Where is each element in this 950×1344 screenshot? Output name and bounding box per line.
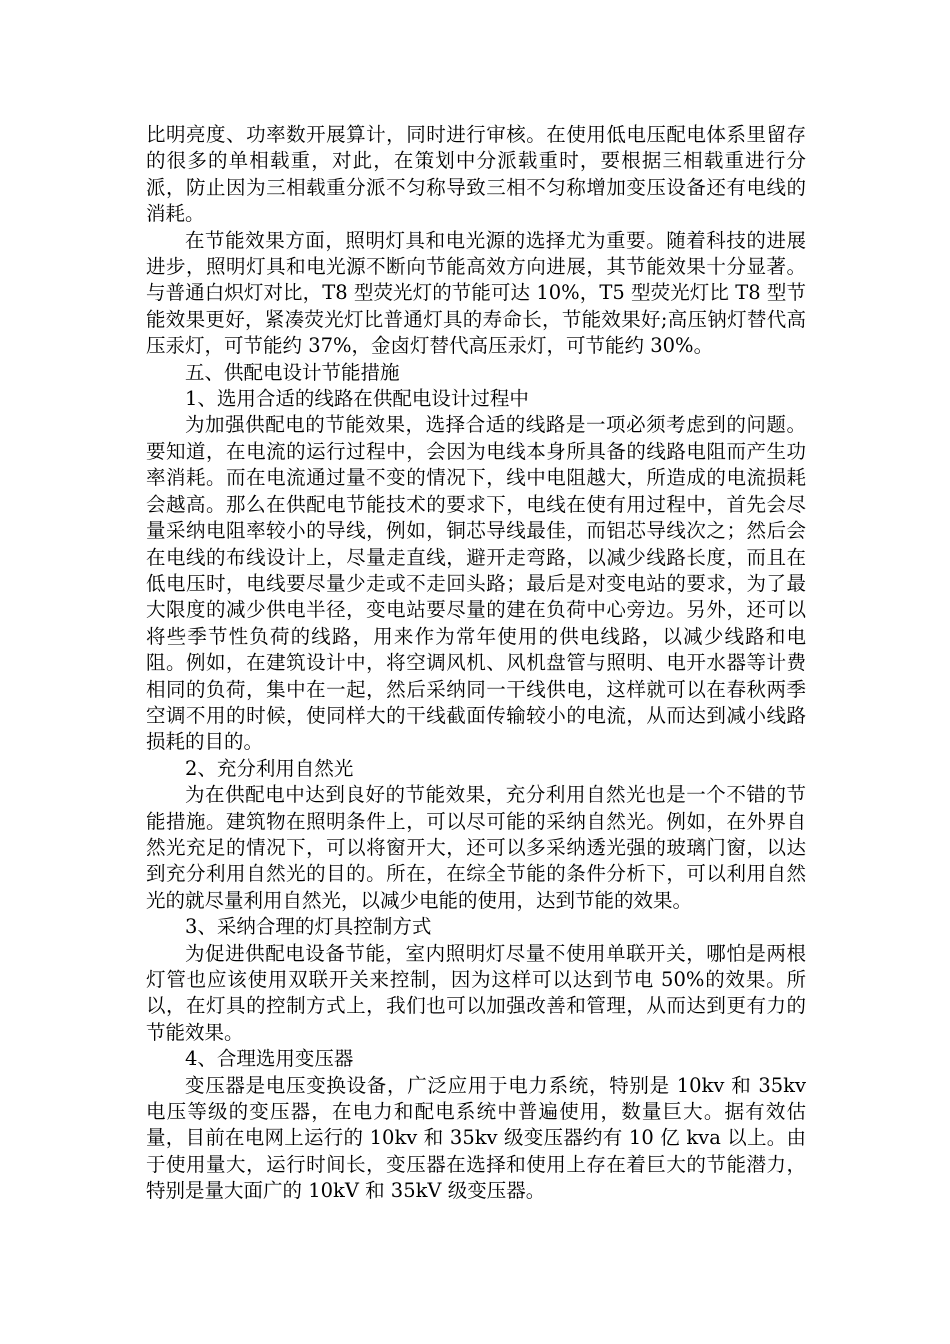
subsection-heading: 2、充分利用自然光 [185, 756, 354, 780]
paragraph: 为在供配电中达到良好的节能效果，充分利用自然光也是一个不错的节能措施。建筑物在照明条件上，可以尽可能的采纳自然光。例如，在外界自然光充足的情况下，可以将窗开大，还可以多采纳透光强的玻璃门窗，以达到充分利用自然光的目的。所在，在综全节能的条件分析下，可以利用自然光的就尽量利用自然光，以减少电能的使用，达到节能的效果。 [146, 783, 806, 912]
subsection-heading: 4、合理选用变压器 [185, 1047, 354, 1071]
document-body [146, 122, 806, 1205]
subsection-heading: 1、选用合适的线路在供配电设计过程中 [185, 387, 529, 411]
paragraph: 为加强供配电的节能效果，选择合适的线路是一项必须考虑到的问题。要知道，在电流的运行过程中，会因为电线本身所具备的线路电阻而产生功率消耗。而在电流通过量不变的情况下，线中电阻越大，所造成的电流损耗会越高。那么在供配电节能技术的要求下，电线在使有用过程中，首先会尽量采纳电阻率较小的导线，例如，铜芯导线最佳，而铝芯导线次之；然后会在电线的布线设计上，尽量走直线，避开走弯路，以减少线路长度，而且在低电压时，电线要尽量少走或不走回头路；最后是对变电站的要求，为了最大限度的减少供电半径，变电站要尽量的建在负荷中心旁边。另外，还可以将些季节性负荷的线路，用来作为常年使用的供电线路，以减少线路和电阻。例如，在建筑设计中，将空调风机、风机盘管与照明、电开水器等计费相同的负荷，集中在一起，然后采纳同一干线供电，这样就可以在春秋两季空调不用的时候，使同样大的干线截面传输较小的电流，从而达到减小线路损耗的目的。 [146, 413, 806, 754]
paragraph: 比明亮度、功率数开展算计，同时进行审核。在使用低电压配电体系里留存的很多的单相载重，对此，在策划中分派载重时，要根据三相载重进行分派，防止因为三相载重分派不匀称导致三相不匀称增加变压设备还有电线的消耗。 [146, 123, 806, 226]
paragraph: 在节能效果方面，照明灯具和电光源的选择尤为重要。随着科技的进展进步，照明灯具和电光源不断向节能高效方向进展，其节能效果十分显著。与普通白炽灯对比，T8 型荧光灯的节能可达 10%，T5 型荧光灯比 T8 型节能效果更好，紧凑荧光灯比普通灯具的寿命长，节能效果好;高压钠灯替代高压汞灯，可节能约 37%，金卤灯替代高压汞灯，可节能约 30%。 [146, 228, 806, 358]
paragraph: 变压器是电压变换设备，广泛应用于电力系统，特别是 10kv 和 35kv 电压等级的变压器，在电力和配电系统中普遍使用，数量巨大。据有效估量，目前在电网上运行的 10kv 和 35kv 级变压器约有 10 亿 kva 以上。由于使用量大，运行时间长，变压器在选择和使用上存在着巨大的节能潜力，特别是量大面广的 10kV 和 35kV 级变压器。 [146, 1073, 806, 1203]
section-heading: 五、供配电设计节能措施 [185, 360, 400, 384]
subsection-heading: 3、采纳合理的灯具控制方式 [185, 915, 432, 939]
paragraph: 为促进供配电设备节能，室内照明灯尽量不使用单联开关，哪怕是两根灯管也应该使用双联开关来控制，因为这样可以达到节电 50%的效果。所以，在灯具的控制方式上，我们也可以加强改善和管理，从而达到更有力的节能效果。 [146, 941, 806, 1044]
